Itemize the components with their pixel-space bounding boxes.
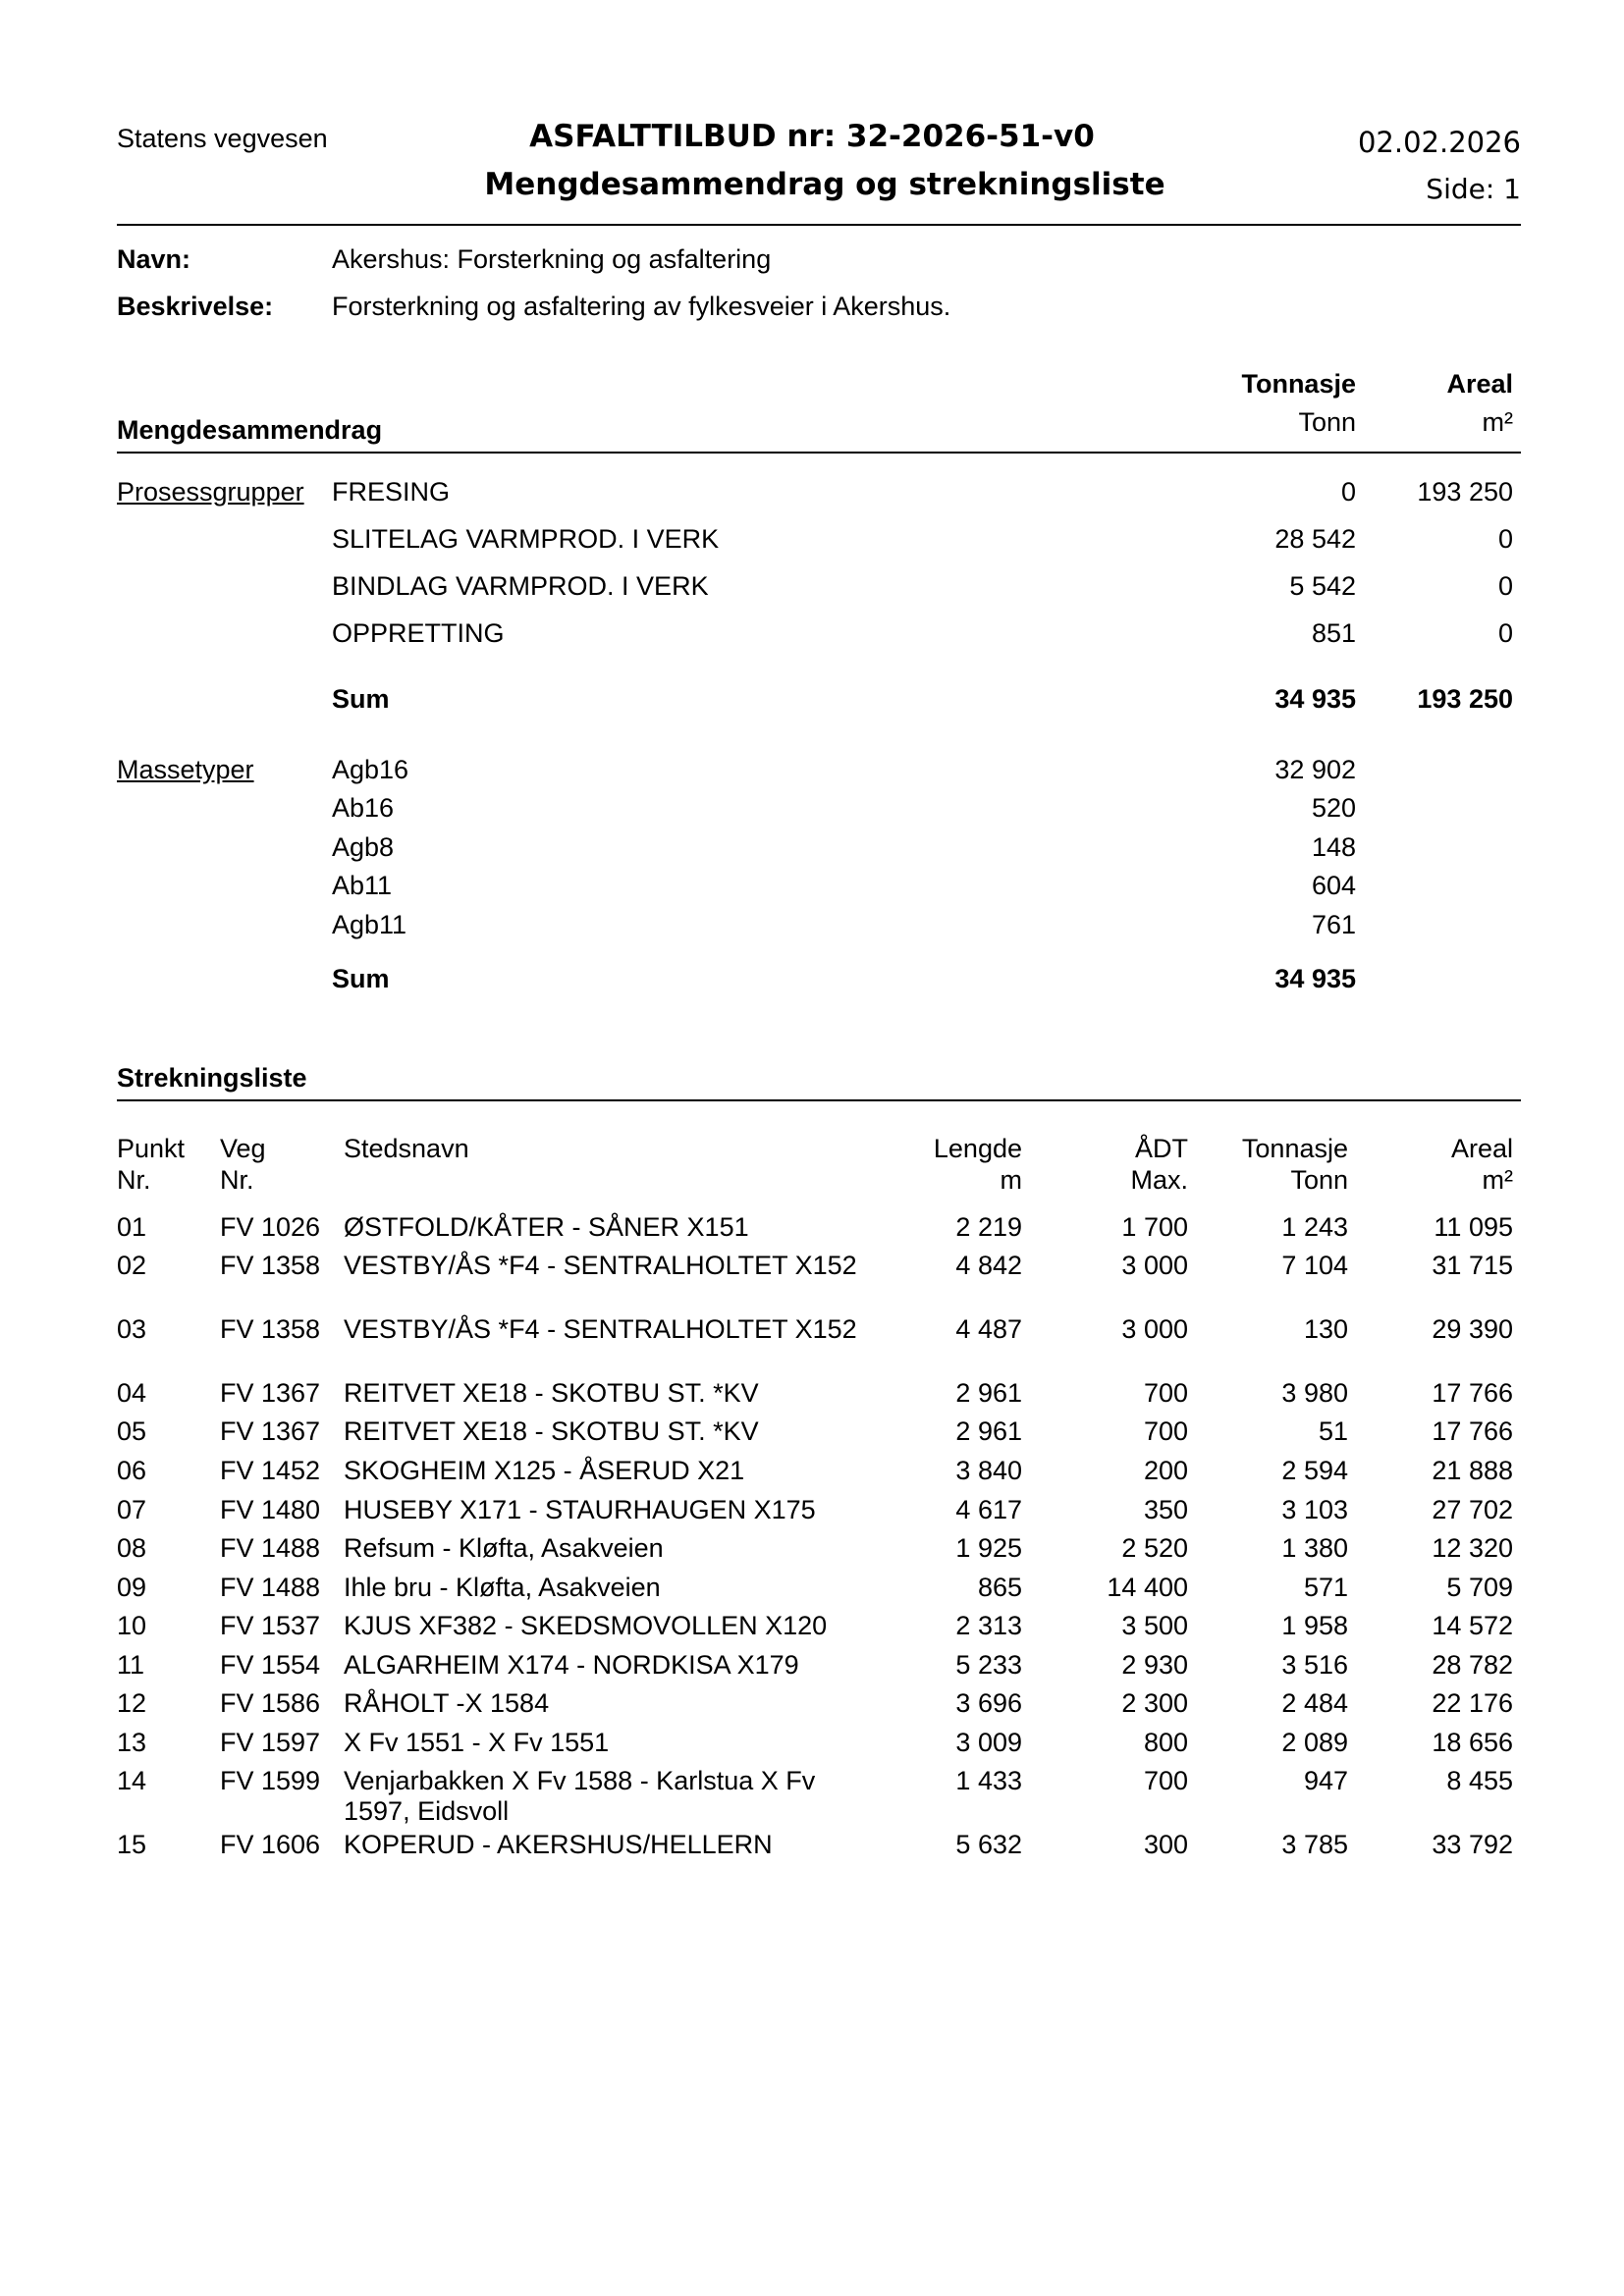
row-stedsnavn: HUSEBY X171 - STAURHAUGEN X175 — [344, 1495, 816, 1524]
row-adt: 3 000 — [1121, 1251, 1188, 1280]
row-lengde: 3 009 — [955, 1728, 1022, 1757]
row-lengde: 2 219 — [955, 1212, 1022, 1242]
mass-name: Ab16 — [332, 793, 395, 823]
row-punkt: 15 — [117, 1830, 147, 1859]
row-areal: 33 792 — [1432, 1830, 1513, 1859]
row-adt: 800 — [1143, 1728, 1188, 1757]
row-punkt: 03 — [117, 1314, 147, 1344]
row-veg: FV 1358 — [220, 1251, 321, 1280]
row-stedsnavn: ALGARHEIM X174 - NORDKISA X179 — [344, 1650, 799, 1680]
row-veg: FV 1026 — [220, 1212, 321, 1242]
process-sum-tonnage: 34 935 — [1274, 684, 1356, 714]
mass-tonnage: 520 — [1311, 793, 1356, 823]
mass-name: Ab11 — [332, 871, 393, 900]
document-date: 02.02.2026 — [1357, 126, 1521, 159]
row-tonnasje: 571 — [1303, 1573, 1348, 1602]
row-stedsnavn: VESTBY/ÅS *F4 - SENTRALHOLTET X152 — [344, 1314, 857, 1344]
process-area: 0 — [1497, 571, 1513, 601]
col-lengde-unit: m — [1000, 1165, 1022, 1195]
row-areal: 28 782 — [1432, 1650, 1513, 1680]
summary-col-tonnage: Tonnasje — [1241, 369, 1356, 399]
row-stedsnavn: Ihle bru - Kløfta, Asakveien — [344, 1573, 661, 1602]
row-lengde: 2 961 — [955, 1378, 1022, 1408]
row-adt: 700 — [1143, 1766, 1188, 1795]
row-veg: FV 1537 — [220, 1611, 321, 1640]
col-veg: Veg — [220, 1134, 266, 1163]
row-adt: 3 000 — [1121, 1314, 1188, 1344]
row-stedsnavn: REITVET XE18 - SKOTBU ST. *KV — [344, 1416, 759, 1446]
row-adt: 700 — [1143, 1378, 1188, 1408]
row-adt: 3 500 — [1121, 1611, 1188, 1640]
mass-name: Agb11 — [332, 910, 407, 939]
row-stedsnavn: REITVET XE18 - SKOTBU ST. *KV — [344, 1378, 759, 1408]
row-veg: FV 1606 — [220, 1830, 321, 1859]
row-tonnasje: 51 — [1318, 1416, 1348, 1446]
process-name: SLITELAG VARMPROD. I VERK — [332, 524, 720, 554]
row-areal: 31 715 — [1432, 1251, 1513, 1280]
col-veg-sub: Nr. — [220, 1165, 254, 1195]
row-areal: 17 766 — [1432, 1416, 1513, 1446]
mass-tonnage: 148 — [1311, 832, 1356, 862]
row-stedsnavn: X Fv 1551 - X Fv 1551 — [344, 1728, 610, 1757]
col-areal: Areal — [1450, 1134, 1513, 1163]
row-lengde: 2 961 — [955, 1416, 1022, 1446]
row-stedsnavn: VESTBY/ÅS *F4 - SENTRALHOLTET X152 — [344, 1251, 857, 1280]
row-tonnasje: 2 484 — [1281, 1688, 1348, 1718]
row-punkt: 14 — [117, 1766, 147, 1795]
row-lengde: 4 487 — [955, 1314, 1022, 1344]
row-veg: FV 1480 — [220, 1495, 321, 1524]
row-tonnasje: 3 516 — [1281, 1650, 1348, 1680]
mass-sum-tonnage: 34 935 — [1274, 964, 1356, 993]
row-stedsnavn: Refsum - Kløfta, Asakveien — [344, 1533, 664, 1563]
process-name: OPPRETTING — [332, 618, 505, 648]
process-tonnage: 5 542 — [1289, 571, 1356, 601]
row-punkt: 09 — [117, 1573, 147, 1602]
mass-tonnage: 604 — [1311, 871, 1356, 900]
name-label: Navn: — [117, 244, 191, 274]
row-veg: FV 1452 — [220, 1456, 321, 1485]
document-subtitle: Mengdesammendrag og strekningsliste — [484, 167, 1165, 202]
row-areal: 17 766 — [1432, 1378, 1513, 1408]
row-veg: FV 1597 — [220, 1728, 321, 1757]
row-veg: FV 1586 — [220, 1688, 321, 1718]
row-areal: 5 709 — [1446, 1573, 1513, 1602]
process-name: FRESING — [332, 477, 451, 507]
col-punkt-sub: Nr. — [117, 1165, 151, 1195]
row-tonnasje: 2 594 — [1281, 1456, 1348, 1485]
row-punkt: 01 — [117, 1212, 147, 1242]
row-adt: 14 400 — [1107, 1573, 1188, 1602]
row-punkt: 10 — [117, 1611, 147, 1640]
process-tonnage: 0 — [1340, 477, 1356, 507]
row-adt: 350 — [1143, 1495, 1188, 1524]
row-adt: 700 — [1143, 1416, 1188, 1446]
col-tonnasje-unit: Tonn — [1290, 1165, 1348, 1195]
mass-tonnage: 32 902 — [1274, 755, 1356, 784]
process-name: BINDLAG VARMPROD. I VERK — [332, 571, 709, 601]
row-lengde: 4 617 — [955, 1495, 1022, 1524]
mass-tonnage: 761 — [1311, 910, 1356, 939]
process-groups-label: Prosessgrupper — [117, 477, 304, 507]
row-lengde: 1 433 — [955, 1766, 1022, 1795]
row-stedsnavn: KJUS XF382 - SKEDSMOVOLLEN X120 — [344, 1611, 828, 1640]
col-areal-unit: m² — [1482, 1165, 1513, 1195]
mass-name: Agb8 — [332, 832, 395, 862]
row-punkt: 06 — [117, 1456, 147, 1485]
process-tonnage: 851 — [1311, 618, 1356, 648]
row-lengde: 5 632 — [955, 1830, 1022, 1859]
summary-col-area-unit: m² — [1482, 407, 1513, 437]
stretch-heading: Strekningsliste — [117, 1063, 307, 1093]
row-punkt: 07 — [117, 1495, 147, 1524]
col-adt: ÅDT — [1135, 1134, 1188, 1163]
page-number: Side: 1 — [1426, 173, 1521, 205]
row-punkt: 02 — [117, 1251, 147, 1280]
col-lengde: Lengde — [933, 1134, 1022, 1163]
row-stedsnavn: KOPERUD - AKERSHUS/HELLERN — [344, 1830, 773, 1859]
row-punkt: 12 — [117, 1688, 147, 1718]
col-tonnasje: Tonnasje — [1241, 1134, 1348, 1163]
row-veg: FV 1599 — [220, 1766, 321, 1795]
col-punkt: Punkt — [117, 1134, 186, 1163]
row-lengde: 1 925 — [955, 1533, 1022, 1563]
row-stedsnavn: ØSTFOLD/KÅTER - SÅNER X151 — [344, 1212, 749, 1242]
row-areal: 18 656 — [1432, 1728, 1513, 1757]
row-areal: 8 455 — [1446, 1766, 1513, 1795]
row-areal: 21 888 — [1432, 1456, 1513, 1485]
row-tonnasje: 7 104 — [1281, 1251, 1348, 1280]
row-stedsnavn: SKOGHEIM X125 - ÅSERUD X21 — [344, 1456, 745, 1485]
row-areal: 14 572 — [1432, 1611, 1513, 1640]
row-veg: FV 1488 — [220, 1573, 321, 1602]
row-stedsnavn: Venjarbakken X Fv 1588 - Karlstua X Fv 1597, Eidsvoll — [344, 1766, 816, 1826]
organization-name: Statens vegvesen — [117, 124, 328, 153]
row-adt: 1 700 — [1121, 1212, 1188, 1242]
process-area: 0 — [1497, 618, 1513, 648]
row-punkt: 08 — [117, 1533, 147, 1563]
row-veg: FV 1554 — [220, 1650, 321, 1680]
row-veg: FV 1367 — [220, 1416, 321, 1446]
process-tonnage: 28 542 — [1274, 524, 1356, 554]
row-punkt: 04 — [117, 1378, 147, 1408]
row-tonnasje: 3 103 — [1281, 1495, 1348, 1524]
process-sum-area: 193 250 — [1417, 684, 1513, 714]
row-adt: 300 — [1143, 1830, 1188, 1859]
row-adt: 200 — [1143, 1456, 1188, 1485]
row-punkt: 11 — [117, 1650, 145, 1680]
row-veg: FV 1367 — [220, 1378, 321, 1408]
process-area: 193 250 — [1417, 477, 1513, 507]
col-adt-sub: Max. — [1130, 1165, 1188, 1195]
row-adt: 2 930 — [1121, 1650, 1188, 1680]
col-stedsnavn: Stedsnavn — [344, 1134, 469, 1163]
row-areal: 22 176 — [1432, 1688, 1513, 1718]
process-sum-label: Sum — [332, 684, 390, 714]
row-tonnasje: 1 958 — [1281, 1611, 1348, 1640]
row-tonnasje: 2 089 — [1281, 1728, 1348, 1757]
row-tonnasje: 1 243 — [1281, 1212, 1348, 1242]
stretch-divider — [117, 1099, 1521, 1101]
row-stedsnavn: RÅHOLT -X 1584 — [344, 1688, 550, 1718]
summary-col-tonnage-unit: Tonn — [1298, 407, 1356, 437]
process-area: 0 — [1497, 524, 1513, 554]
row-lengde: 3 696 — [955, 1688, 1022, 1718]
row-tonnasje: 3 980 — [1281, 1378, 1348, 1408]
row-punkt: 05 — [117, 1416, 147, 1446]
mass-sum-label: Sum — [332, 964, 390, 993]
row-lengde: 5 233 — [955, 1650, 1022, 1680]
document-title: ASFALTTILBUD nr: 32-2026-51-v0 — [529, 119, 1095, 154]
summary-heading: Mengdesammendrag — [117, 415, 383, 445]
description-value: Forsterkning og asfaltering av fylkesveier i Akershus. — [332, 292, 951, 321]
mass-types-label: Massetyper — [117, 755, 254, 784]
row-adt: 2 520 — [1121, 1533, 1188, 1563]
row-veg: FV 1488 — [220, 1533, 321, 1563]
row-lengde: 2 313 — [955, 1611, 1022, 1640]
row-lengde: 3 840 — [955, 1456, 1022, 1485]
row-lengde: 4 842 — [955, 1251, 1022, 1280]
row-areal: 11 095 — [1434, 1212, 1513, 1242]
row-areal: 29 390 — [1432, 1314, 1513, 1344]
row-lengde: 865 — [977, 1573, 1022, 1602]
row-veg: FV 1358 — [220, 1314, 321, 1344]
header-divider — [117, 224, 1521, 226]
row-tonnasje: 3 785 — [1281, 1830, 1348, 1859]
row-adt: 2 300 — [1121, 1688, 1188, 1718]
description-label: Beskrivelse: — [117, 292, 274, 321]
summary-divider — [117, 452, 1521, 454]
row-tonnasje: 947 — [1303, 1766, 1348, 1795]
row-areal: 27 702 — [1432, 1495, 1513, 1524]
row-punkt: 13 — [117, 1728, 147, 1757]
mass-name: Agb16 — [332, 755, 409, 784]
row-tonnasje: 1 380 — [1281, 1533, 1348, 1563]
summary-col-area: Areal — [1446, 369, 1513, 399]
row-tonnasje: 130 — [1303, 1314, 1348, 1344]
name-value: Akershus: Forsterkning og asfaltering — [332, 244, 772, 274]
row-areal: 12 320 — [1432, 1533, 1513, 1563]
